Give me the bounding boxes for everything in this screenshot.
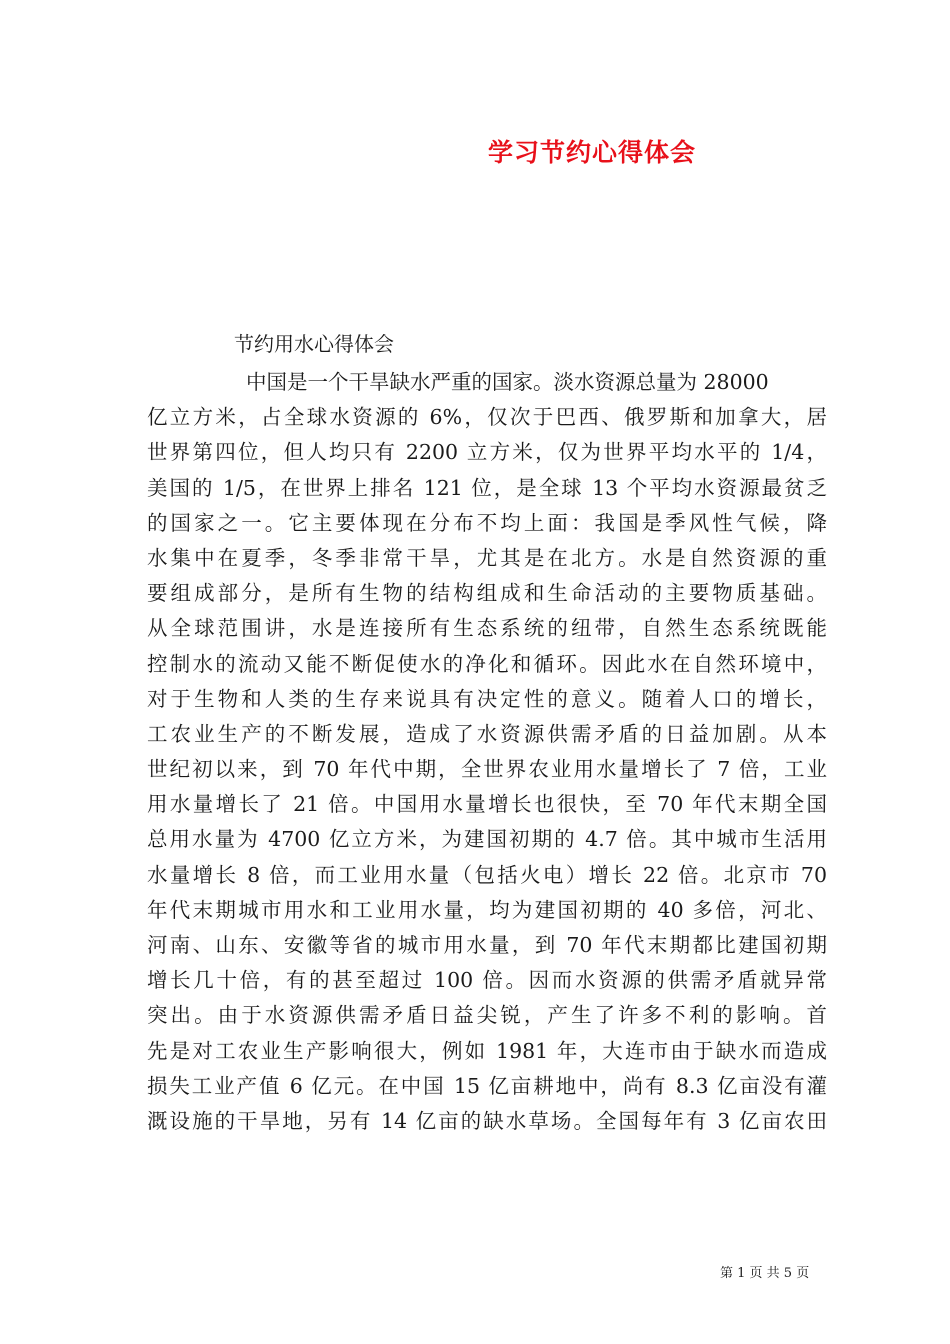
- body-line: 增长几十倍，有的甚至超过 100 倍。因而水资源的供需矛盾就异常: [147, 968, 827, 993]
- body-line: 对于生物和人类的生存来说具有决定性的意义。随着人口的增长，: [147, 686, 827, 711]
- body-line: 世纪初以来，到 70 年代中期，全世界农业用水量增长了 7 倍，工业: [147, 757, 827, 782]
- body-line: 中国是一个干旱缺水严重的国家。淡水资源总量为 28000: [246, 370, 769, 394]
- body-line: 世界第四位，但人均只有 2200 立方米，仅为世界平均水平的 1/4，: [147, 440, 827, 465]
- body-line: 突出。由于水资源供需矛盾日益尖锐，产生了许多不利的影响。首: [147, 1003, 827, 1028]
- document-subtitle: 节约用水心得体会: [234, 332, 394, 356]
- body-line: 水集中在夏季，冬季非常干旱，尤其是在北方。水是自然资源的重: [147, 545, 827, 570]
- document-title: 学习节约心得体会: [488, 138, 697, 167]
- body-line: 要组成部分，是所有生物的结构组成和生命活动的主要物质基础。: [147, 581, 827, 606]
- body-line: 从全球范围讲，水是连接所有生态系统的纽带，自然生态系统既能: [147, 616, 827, 641]
- body-line: 用水量增长了 21 倍。中国用水量增长也很快，至 70 年代末期全国: [147, 792, 827, 817]
- body-line: 工农业生产的不断发展，造成了水资源供需矛盾的日益加剧。从本: [147, 721, 827, 746]
- body-text: [147, 365, 827, 1139]
- body-line: 河南、山东、安徽等省的城市用水量，到 70 年代末期都比建国初期: [147, 933, 827, 957]
- body-line: 的国家之一。它主要体现在分布不均上面：我国是季风性气候，降: [147, 510, 827, 535]
- body-line: 溉设施的干旱地，另有 14 亿亩的缺水草场。全国每年有 3 亿亩农田: [147, 1108, 827, 1133]
- page-number: 第 1 页 共 5 页: [720, 1266, 810, 1281]
- body-line: 控制水的流动又能不断促使水的净化和循环。因此水在自然环境中，: [147, 651, 827, 676]
- body-line: 总用水量为 4700 亿立方米，为建国初期的 4.7 倍。其中城市生活用: [147, 827, 827, 852]
- body-line: 年代末期城市用水和工业用水量，均为建国初期的 40 多倍，河北、: [147, 897, 827, 922]
- body-line: 先是对工农业生产影响很大，例如 1981 年，大连市由于缺水而造成: [147, 1038, 827, 1063]
- body-line: 损失工业产值 6 亿元。在中国 15 亿亩耕地中，尚有 8.3 亿亩没有灌: [147, 1073, 827, 1098]
- body-line: 水量增长 8 倍，而工业用水量（包括火电）增长 22 倍。北京市 70: [147, 862, 827, 887]
- body-line: 亿立方米，占全球水资源的 6%，仅次于巴西、俄罗斯和加拿大，居: [147, 405, 827, 430]
- body-line: 美国的 1/5，在世界上排名 121 位，是全球 13 个平均水资源最贫乏: [147, 475, 827, 500]
